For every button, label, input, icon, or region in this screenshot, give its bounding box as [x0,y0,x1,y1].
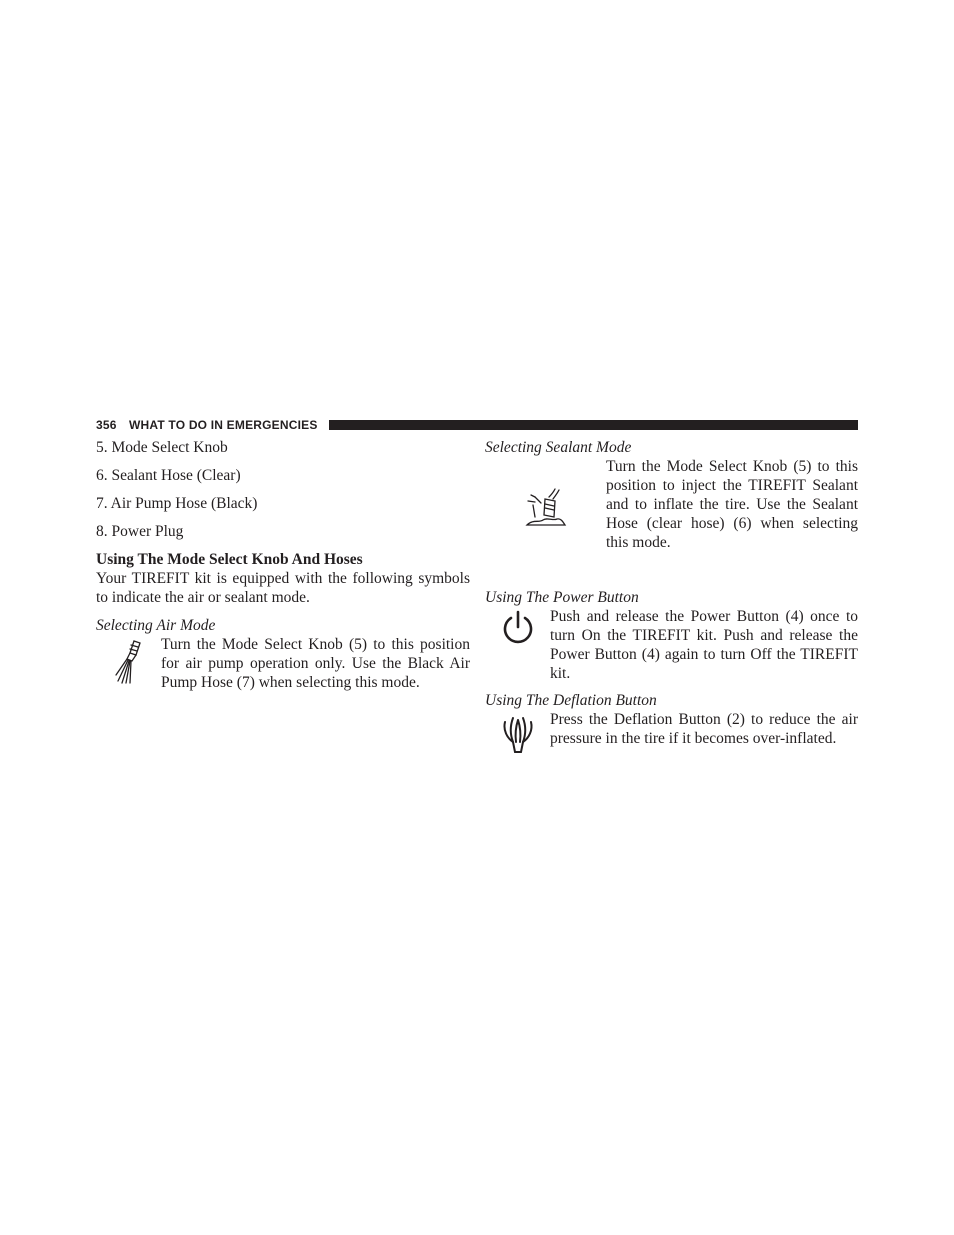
list-item: 8. Power Plug [96,523,184,540]
air-mode-title: Selecting Air Mode [96,617,216,634]
air-mode-text: Turn the Mode Select Knob (5) to this position for air pump operation only. Use the Black Air Pump Hose (7) when selecting this mode. [161,636,470,691]
intro-paragraph: Your TIREFIT kit is equipped with the following symbols to indicate the air or sealant mode. [96,570,470,606]
right-column [485,438,858,754]
left-column [96,438,470,692]
section-title: WHAT TO DO IN EMERGENCIES [129,418,318,432]
power-icon [485,607,550,647]
sealant-mode-text: Turn the Mode Select Knob (5) to this position to inject the TIREFIT Sealant and to inflate the tire. Use the Sealant Hose (clear hose) (6) when selecting this mode. [606,458,858,551]
deflation-button-block [485,710,858,754]
section-heading: Using The Mode Select Knob And Hoses [96,551,363,568]
list-item: 7. Air Pump Hose (Black) [96,495,258,512]
sealant-mode-icon [485,457,606,529]
deflation-button-text: Press the Deflation Button (2) to reduce the air pressure in the tire if it becomes over-inflated. [550,711,858,747]
header-rule [329,420,858,430]
list-item: 5. Mode Select Knob [96,439,228,456]
list-item: 6. Sealant Hose (Clear) [96,467,241,484]
power-button-title: Using The Power Button [485,589,639,606]
air-mode-block [96,635,470,692]
sealant-mode-title: Selecting Sealant Mode [485,439,632,456]
air-mode-icon [96,635,161,685]
page-header [96,417,858,433]
page-number: 356 [96,418,117,432]
power-button-block [485,607,858,683]
power-button-text: Push and release the Power Button (4) once to turn On the TIREFIT kit. Push and release the Power Button (4) again to turn Off the TIREFIT kit. [550,608,858,682]
deflation-icon [485,710,550,754]
deflation-button-title: Using The Deflation Button [485,692,657,709]
sealant-mode-block [485,457,858,552]
